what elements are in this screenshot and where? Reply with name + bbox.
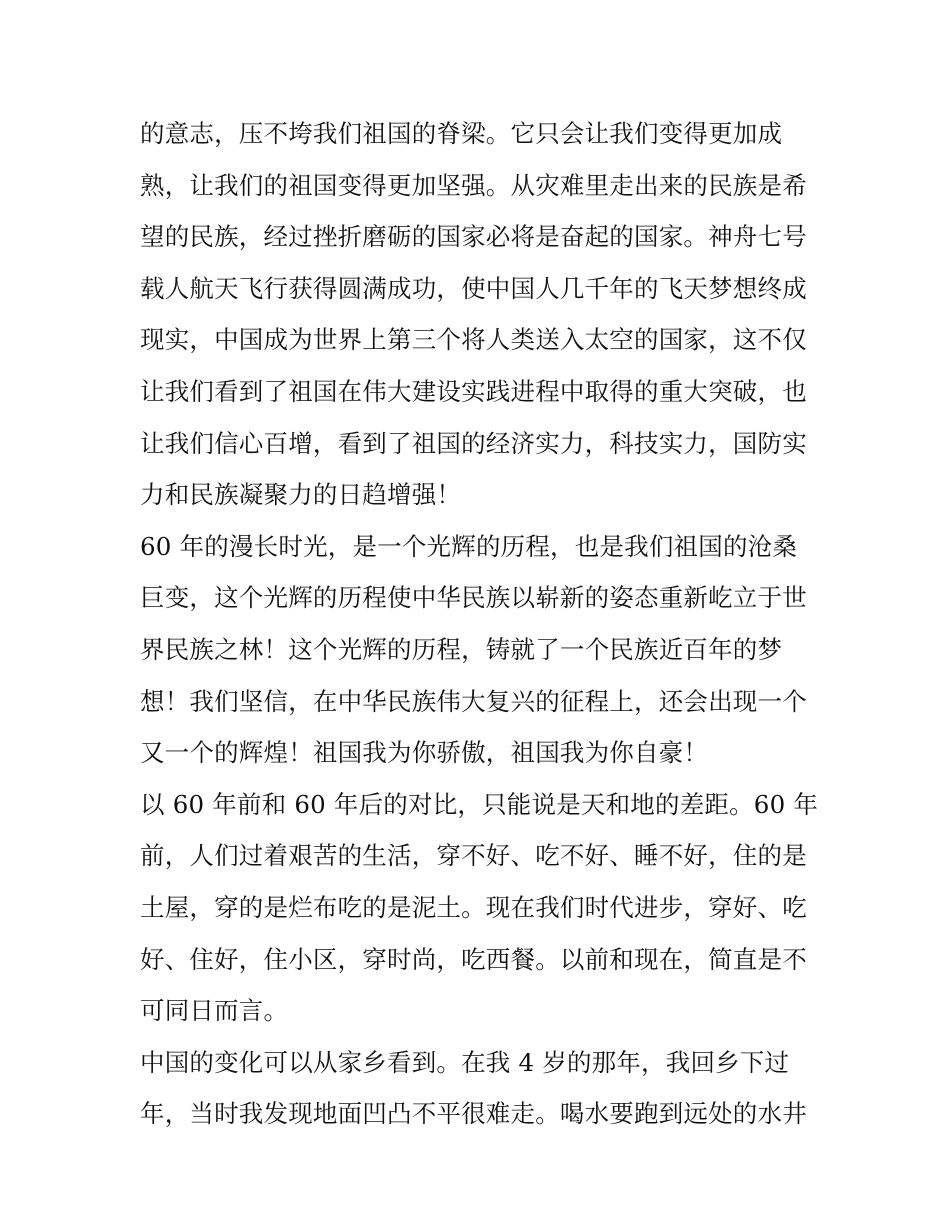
text-line: 力和民族凝聚力的日趋增强！ (140, 480, 462, 510)
text-line: 巨变，这个光辉的历程使中华民族以崭新的姿态重新屹立于世 (140, 583, 807, 613)
text-line: 界民族之林！这个光辉的历程，铸就了一个民族近百年的梦 (140, 634, 783, 664)
document-text-body (140, 108, 820, 1140)
text-line: 让我们信心百增，看到了祖国的经济实力，科技实力，国防实 (140, 428, 807, 458)
text-line: 现实，中国成为世界上第三个将人类送入太空的国家，这不仅 (140, 325, 807, 355)
text-line: 载人航天飞行获得圆满成功，使中国人几千年的飞天梦想终成 (140, 273, 807, 303)
text-line: 60 年的漫长时光，是一个光辉的历程，也是我们祖国的沧桑 (140, 531, 798, 561)
text-line: 年，当时我发现地面凹凸不平很难走。喝水要跑到远处的水井 (140, 1099, 807, 1129)
text-line: 让我们看到了祖国在伟大建设实践进程中取得的重大突破，也 (140, 376, 807, 406)
text-line: 的意志，压不垮我们祖国的脊梁。它只会让我们变得更加成 (140, 119, 783, 148)
text-line: 好、住好，住小区，穿时尚，吃西餐。以前和现在，简直是不 (140, 944, 807, 974)
text-line: 土屋，穿的是烂布吃的是泥土。现在我们时代进步，穿好、吃 (140, 892, 807, 922)
text-line: 熟，让我们的祖国变得更加坚强。从灾难里走出来的民族是希 (140, 170, 807, 200)
text-line: 可同日而言。 (140, 996, 289, 1026)
text-line: 想！我们坚信，在中华民族伟大复兴的征程上，还会出现一个 (140, 686, 807, 716)
text-line: 前，人们过着艰苦的生活，穿不好、吃不好、睡不好，住的是 (140, 841, 807, 871)
text-line: 又一个的辉煌！祖国我为你骄傲，祖国我为你自豪！ (140, 738, 709, 768)
text-line: 望的民族，经过挫折磨砺的国家必将是奋起的国家。神舟七号 (140, 222, 807, 252)
text-line: 中国的变化可以从家乡看到。在我 4 岁的那年，我回乡下过 (140, 1047, 790, 1077)
text-line: 以 60 年前和 60 年后的对比，只能说是天和地的差距。60 年 (140, 789, 819, 819)
